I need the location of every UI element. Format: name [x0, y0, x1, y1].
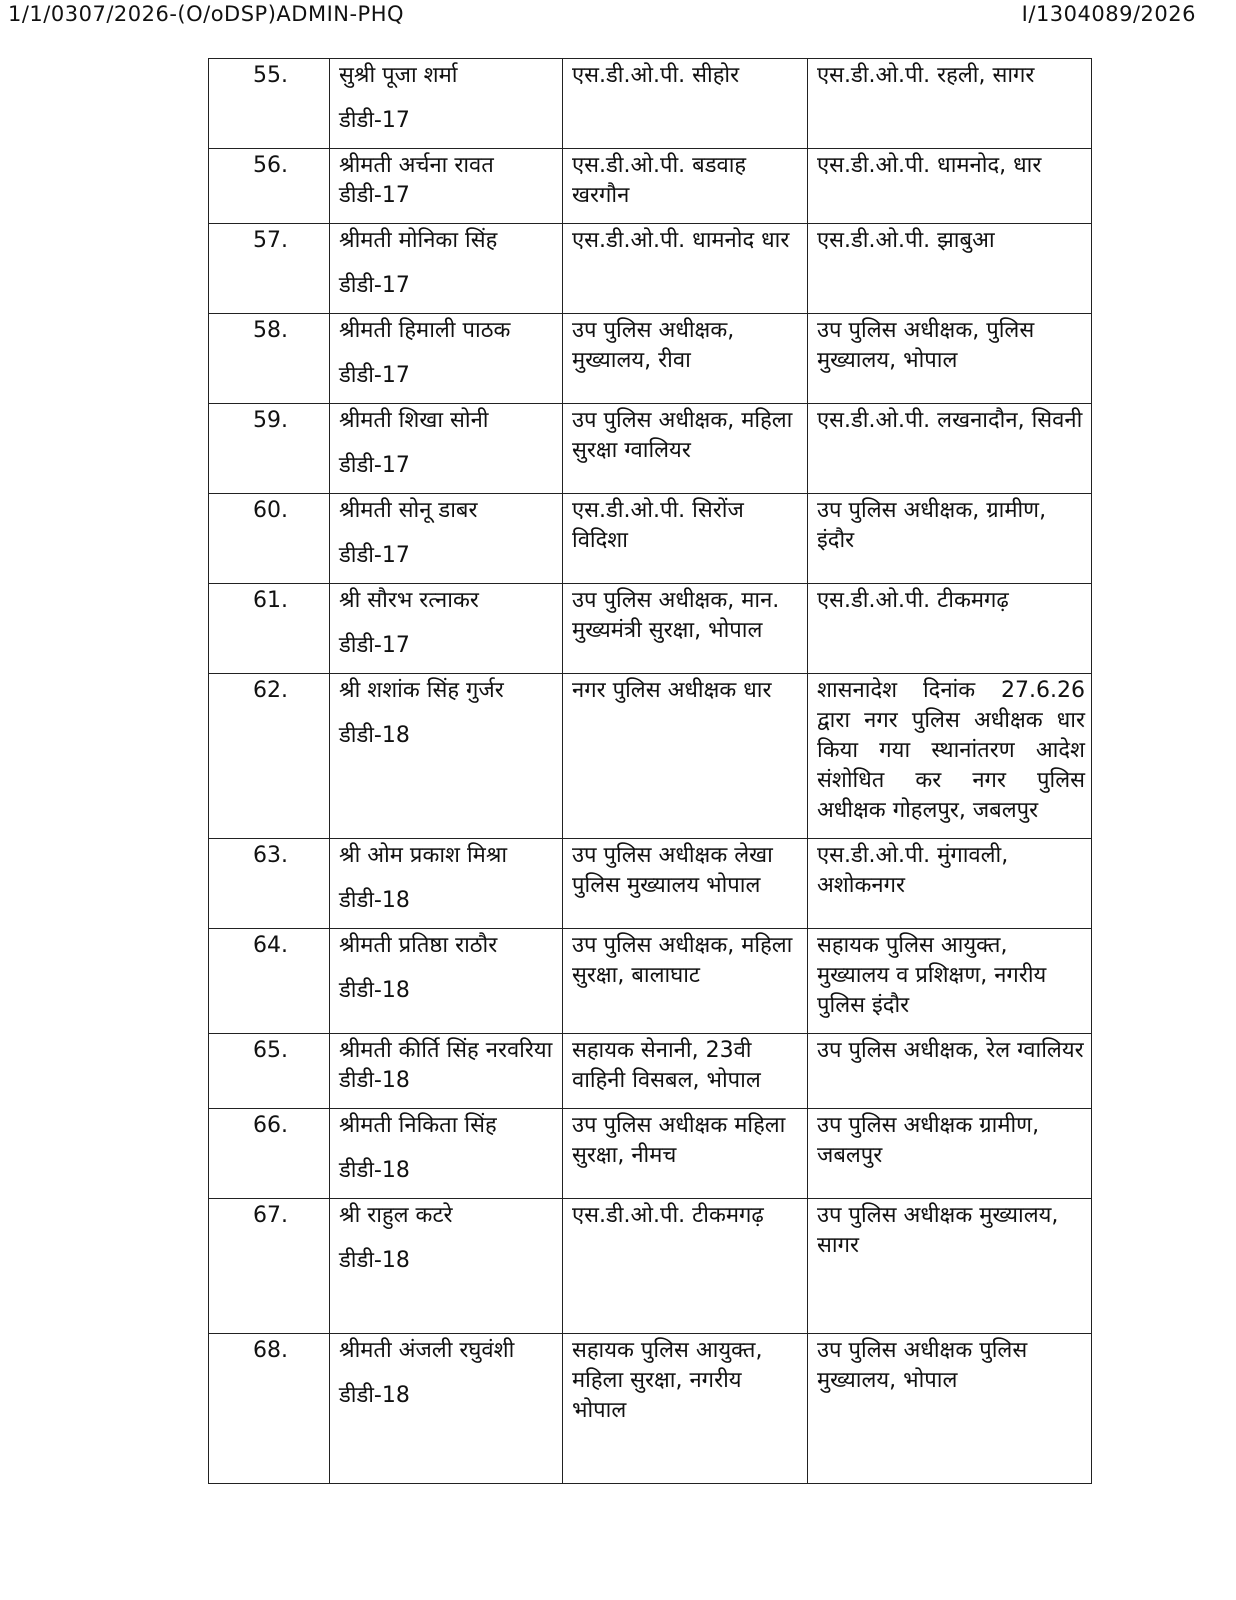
- new-posting: उप पुलिस अधीक्षक, रेल ग्वालियर: [808, 1034, 1092, 1109]
- table-row: [209, 929, 1092, 1034]
- officer-cell: [330, 1334, 563, 1484]
- table-row: [209, 1199, 1092, 1334]
- table-row: [209, 674, 1092, 839]
- current-posting: सहायक पुलिस आयुक्त, महिला सुरक्षा, नगरीय भोपाल: [563, 1334, 808, 1484]
- officer-name: श्रीमती अर्चना रावत: [339, 153, 494, 178]
- officer-cell: [330, 1109, 563, 1199]
- table-row: [209, 1034, 1092, 1109]
- officer-name: श्रीमती हिमाली पाठक: [339, 318, 511, 343]
- new-posting: उप पुलिस अधीक्षक ग्रामीण, जबलपुर: [808, 1109, 1092, 1199]
- officer-name: श्री शशांक सिंह गुर्जर: [339, 678, 504, 703]
- officer-grade: डीडी-18: [339, 978, 410, 1003]
- new-posting: उप पुलिस अधीक्षक मुख्यालय, सागर: [808, 1199, 1092, 1334]
- serial-number: 60.: [209, 494, 330, 584]
- file-number-right: I/1304089/2026: [1021, 2, 1196, 26]
- serial-number: 59.: [209, 404, 330, 494]
- officer-name: श्री सौरभ रत्नाकर: [339, 588, 479, 613]
- serial-number: 65.: [209, 1034, 330, 1109]
- new-posting: सहायक पुलिस आयुक्त, मुख्यालय व प्रशिक्षण, नगरीय पुलिस इंदौर: [808, 929, 1092, 1034]
- officer-grade: डीडी-17: [339, 633, 410, 658]
- officer-name: श्रीमती शिखा सोनी: [339, 408, 489, 433]
- current-posting: उप पुलिस अधीक्षक, मान. मुख्यमंत्री सुरक्षा, भोपाल: [563, 584, 808, 674]
- table-row: [209, 494, 1092, 584]
- new-posting: एस.डी.ओ.पी. लखनादौन, सिवनी: [808, 404, 1092, 494]
- current-posting: उप पुलिस अधीक्षक, महिला सुरक्षा, बालाघाट: [563, 929, 808, 1034]
- officer-name: श्रीमती निकिता सिंह: [339, 1113, 497, 1138]
- serial-number: 55.: [209, 59, 330, 149]
- serial-number: 66.: [209, 1109, 330, 1199]
- officer-grade: डीडी-17: [339, 108, 410, 133]
- new-posting: शासनादेश दिनांक 27.6.26 द्वारा नगर पुलिस अधीक्षक धार किया गया स्थानांतरण आदेश संशोधित कर नगर पुलिस अधीक्षक गोहलपुर, जबलपुर: [808, 674, 1092, 839]
- officer-name: सुश्री पूजा शर्मा: [339, 63, 458, 88]
- serial-number: 62.: [209, 674, 330, 839]
- officer-name: श्रीमती अंजली रघुवंशी: [339, 1338, 515, 1363]
- table-row: [209, 584, 1092, 674]
- new-posting: एस.डी.ओ.पी. मुंगावली, अशोकनगर: [808, 839, 1092, 929]
- current-posting: एस.डी.ओ.पी. धामनोद धार: [563, 224, 808, 314]
- officer-cell: [330, 59, 563, 149]
- officer-cell: [330, 404, 563, 494]
- serial-number: 58.: [209, 314, 330, 404]
- file-number-left: 1/1/0307/2026-(O/oDSP)ADMIN-PHQ: [8, 2, 405, 26]
- officer-cell: [330, 584, 563, 674]
- table-row: [209, 404, 1092, 494]
- officer-cell: [330, 224, 563, 314]
- current-posting: एस.डी.ओ.पी. बडवाह खरगौन: [563, 149, 808, 224]
- officer-grade: डीडी-18: [339, 1383, 410, 1408]
- new-posting: उप पुलिस अधीक्षक, पुलिस मुख्यालय, भोपाल: [808, 314, 1092, 404]
- serial-number: 64.: [209, 929, 330, 1034]
- new-posting: उप पुलिस अधीक्षक पुलिस मुख्यालय, भोपाल: [808, 1334, 1092, 1484]
- serial-number: 68.: [209, 1334, 330, 1484]
- officer-name: श्री राहुल कटरे: [339, 1203, 453, 1228]
- table-row: [209, 839, 1092, 929]
- officer-grade: डीडी-18: [339, 1248, 410, 1273]
- officer-cell: [330, 1199, 563, 1334]
- current-posting: उप पुलिस अधीक्षक लेखा पुलिस मुख्यालय भोपाल: [563, 839, 808, 929]
- officer-grade: डीडी-17: [339, 183, 410, 208]
- current-posting: एस.डी.ओ.पी. टीकमगढ़: [563, 1199, 808, 1334]
- table-row: [209, 314, 1092, 404]
- officer-name: श्रीमती मोनिका सिंह: [339, 228, 498, 253]
- officer-cell: [330, 314, 563, 404]
- officer-cell: [330, 1034, 563, 1109]
- officer-cell: [330, 674, 563, 839]
- table-row: [209, 224, 1092, 314]
- current-posting: उप पुलिस अधीक्षक, महिला सुरक्षा ग्वालियर: [563, 404, 808, 494]
- current-posting: नगर पुलिस अधीक्षक धार: [563, 674, 808, 839]
- new-posting: एस.डी.ओ.पी. रहली, सागर: [808, 59, 1092, 149]
- new-posting: एस.डी.ओ.पी. धामनोद, धार: [808, 149, 1092, 224]
- officer-grade: डीडी-18: [339, 888, 410, 913]
- table-row: [209, 59, 1092, 149]
- officer-grade: डीडी-17: [339, 453, 410, 478]
- officer-grade: डीडी-17: [339, 543, 410, 568]
- serial-number: 61.: [209, 584, 330, 674]
- new-posting: एस.डी.ओ.पी. झाबुआ: [808, 224, 1092, 314]
- table-row: [209, 149, 1092, 224]
- serial-number: 57.: [209, 224, 330, 314]
- officer-grade: डीडी-18: [339, 723, 410, 748]
- officer-name: श्री ओम प्रकाश मिश्रा: [339, 843, 508, 868]
- officer-grade: डीडी-18: [339, 1158, 410, 1183]
- officer-cell: [330, 839, 563, 929]
- officer-name: श्रीमती प्रतिष्ठा राठौर: [339, 933, 498, 958]
- new-posting: उप पुलिस अधीक्षक, ग्रामीण, इंदौर: [808, 494, 1092, 584]
- officer-cell: [330, 149, 563, 224]
- transfer-order-table: [208, 58, 1092, 1484]
- officer-grade: डीडी-17: [339, 273, 410, 298]
- serial-number: 67.: [209, 1199, 330, 1334]
- officer-name: श्रीमती सोनू डाबर: [339, 498, 478, 523]
- current-posting: एस.डी.ओ.पी. सिरोंज विदिशा: [563, 494, 808, 584]
- table-row: [209, 1334, 1092, 1484]
- serial-number: 63.: [209, 839, 330, 929]
- officer-cell: [330, 494, 563, 584]
- officer-grade: डीडी-17: [339, 363, 410, 388]
- current-posting: सहायक सेनानी, 23वी वाहिनी विसबल, भोपाल: [563, 1034, 808, 1109]
- current-posting: उप पुलिस अधीक्षक, मुख्यालय, रीवा: [563, 314, 808, 404]
- officer-name: श्रीमती कीर्ति सिंह नरवरिया डीडी-18: [339, 1038, 553, 1093]
- new-posting: एस.डी.ओ.पी. टीकमगढ़: [808, 584, 1092, 674]
- current-posting: एस.डी.ओ.पी. सीहोर: [563, 59, 808, 149]
- officer-cell: [330, 929, 563, 1034]
- current-posting: उप पुलिस अधीक्षक महिला सुरक्षा, नीमच: [563, 1109, 808, 1199]
- table-row: [209, 1109, 1092, 1199]
- serial-number: 56.: [209, 149, 330, 224]
